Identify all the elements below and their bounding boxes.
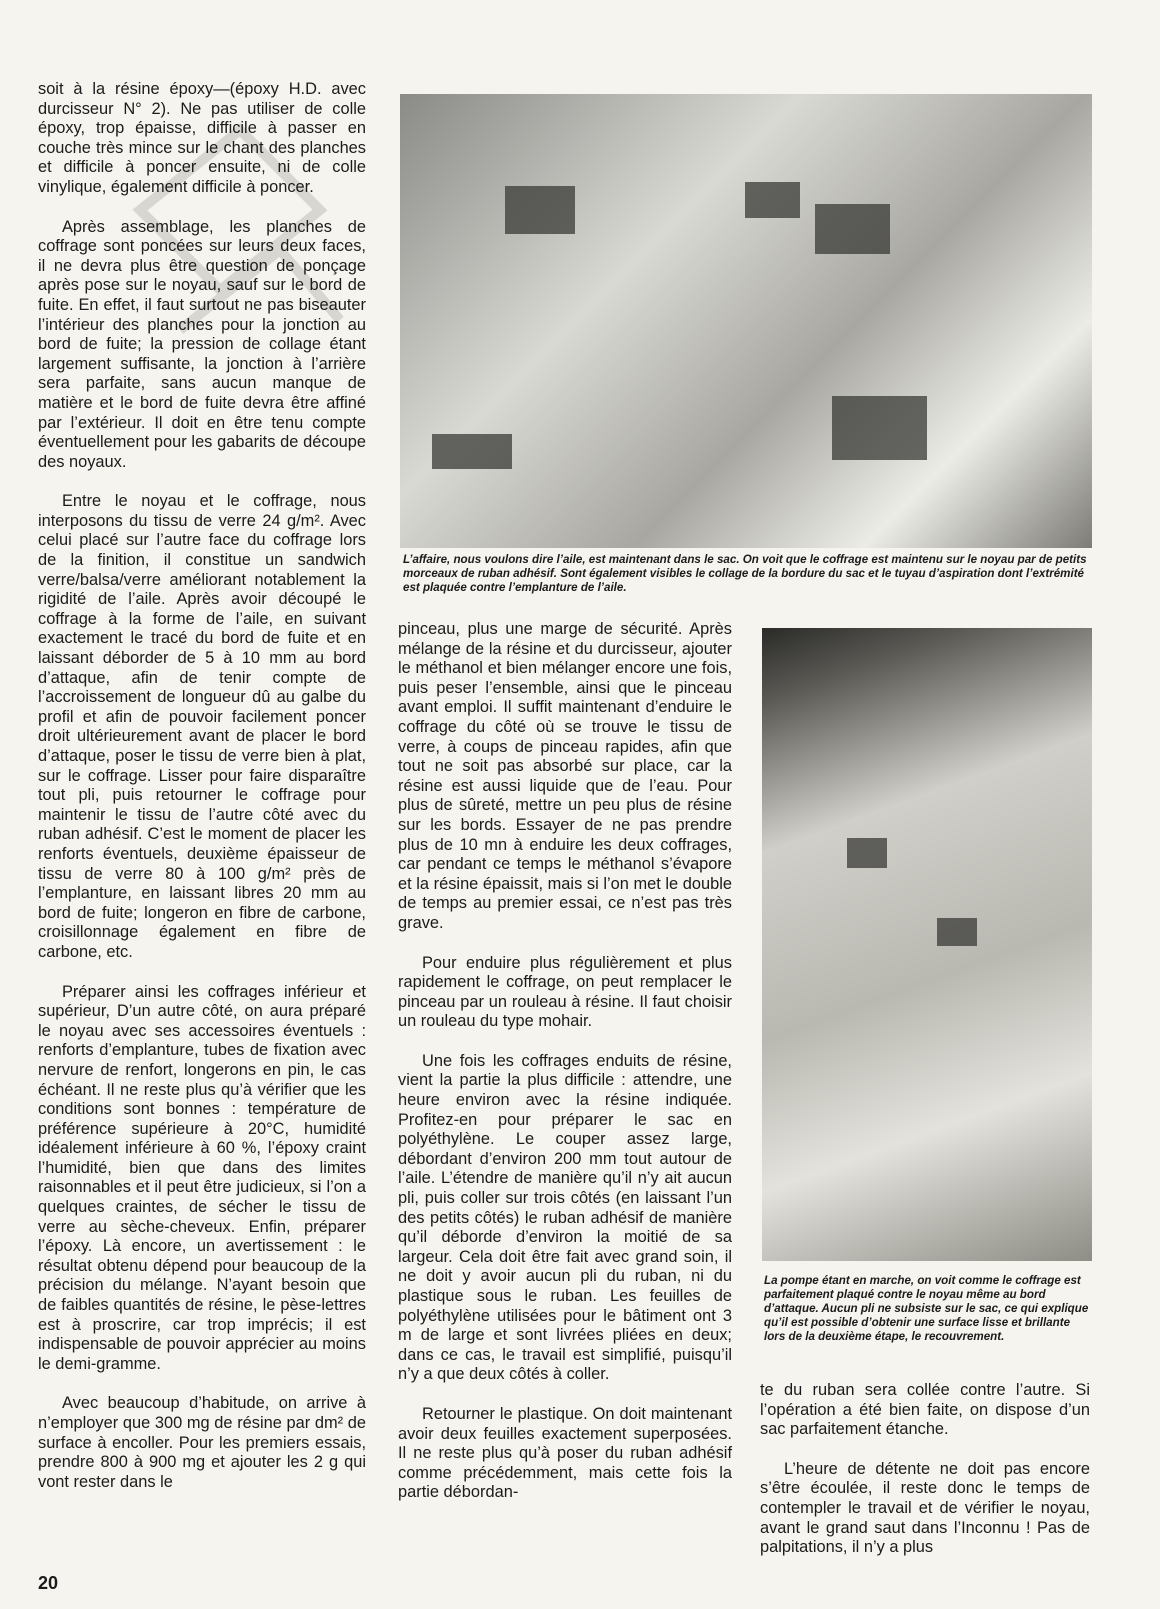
paragraph: Pour enduire plus régulièrement et plus rapidement le coffrage, on peut remplacer le pinceau par un rouleau à résine. Il faut choisir un rouleau du type mohair. xyxy=(398,953,732,1031)
paragraph: Après assemblage, les planches de coffrage sont poncées sur leurs deux faces, il ne devra plus être question de ponçage après pose sur le noyau, sauf sur le bord de fuite. En effet, il faut surtout ne pas biseauter l’intérieur des planches pour la jonction au bord de fuite; la pression de collage étant largement suffisante, la jonction à l’arrière sera parfaite, sans aucun manque de matière et le bord de fuite devra être affiné par l’extérieur. Il doit en être tenu compte éventuellement pour les gabarits de découpe des noyaux. xyxy=(38,217,366,471)
photo-wing-in-bag xyxy=(400,94,1092,548)
paragraph: Préparer ainsi les coffrages inférieur et supérieur, D’un autre côté, on aura préparé le noyau avec ses accessoires éventuels : renforts d’emplanture, tubes de fixation avec nervure de renfort, longerons en pin, le cas échéant. Il ne reste plus qu’à vérifier que les conditions sont bonnes : température de préférence supérieure à 20°C, humidité idéalement inférieure à 60 %, l’époxy craint l’humidité, bien que dans des limites raisonnables et il peut être judicieux, si l’on a quelques craintes, de sécher le tissu de verre au sèche-cheveux. Enfin, préparer l’époxy. Là encore, un avertissement : le résultat obtenu dépend pour beaucoup de la précision du mélange. N’ayant besoin que de faibles quantités de résine, le pèse-lettres est à proscrire, car trop imprécis; il est indispensable de pouvoir apprécier au moins le demi-gramme. xyxy=(38,982,366,1373)
paragraph: Avec beaucoup d’habitude, on arrive à n’employer que 300 mg de résine par dm² de surface à encoller. Pour les premiers essais, prendre 800 à 900 mg et ajouter les 2 g qui vont rester dans le xyxy=(38,1394,366,1491)
tape-piece xyxy=(505,186,575,234)
article-column-right xyxy=(760,1381,1090,1578)
paragraph: pinceau, plus une marge de sécurité. Après mélange de la résine et du durcisseur, ajouter le méthanol et bien mélanger encore une fois, puis peser l’ensemble, ainsi que le pinceau avant emploi. Il suffit maintenant d’enduire le coffrage du côté où se trouve le tissu de verre, à coups de pinceau rapides, afin que tout ne soit pas absorbé sur place, car la résine est aussi liquide que de l’eau. Pour plus de sûreté, mettre un peu plus de résine sur les bords. Essayer de ne pas prendre plus de 10 mn à enduire les deux coffrages, car pendant ce temps le méthanol s’évapore et la résine épaissit, mais si l’on met le double de temps au premier essai, ce n’est pas très grave. xyxy=(398,620,732,932)
article-column-left xyxy=(38,80,366,1512)
article-column-middle xyxy=(398,620,732,1523)
paragraph: L’heure de détente ne doit pas encore s’être écoulée, il reste donc le temps de contempler le travail et de vérifier le noyau, avant le grand saut dans l’Inconnu ! Pas de palpitations, il n’y a plus xyxy=(760,1459,1090,1557)
paragraph: te du ruban sera collée contre l’autre. Si l’opération a été bien faite, on dispose d’un sac parfaitement étanche. xyxy=(760,1381,1090,1439)
page-number: 20 xyxy=(38,1573,59,1593)
paragraph: soit à la résine époxy—(époxy H.D. avec durcisseur N° 2). Ne pas utiliser de colle époxy, trop épaisse, difficile à passer en couche très mince sur le chant des planches et difficile à poncer ensuite, ni de colle vinylique, également difficile à poncer. xyxy=(38,80,366,196)
paragraph: Une fois les coffrages enduits de résine, vient la partie la plus difficile : attendre, une heure environ avec la résine indiquée. Profitez-en pour préparer le sac en polyéthylène. Le couper assez large, débordant d’environ 200 mm tout autour de l’aile. L’étendre de manière qu’il n’y ait aucun pli, puis coller sur trois côtés (en laissant l’un des petits côtés) le ruban adhésif de manière qu’il déborde d’environ la moitié de sa largeur. Cela doit être fait avec grand soin, il ne doit y avoir aucun pli du ruban, ni du plastique sous le ruban. Les feuilles de polyéthylène utilisées pour le bâtiment ont 3 m de large et sont livrées pliées en deux; dans ce cas, le travail est simplifié, puisqu’il n’y a que deux côtés à coller. xyxy=(398,1051,732,1384)
caption-right-photo: La pompe étant en marche, on voit comme le coffrage est parfaitement plaqué contre le noyau même au bord d’attaque. Aucun pli ne subsiste sur le sac, ce qui explique qu’il est possible d’obtenir une surface lisse et brillante lors de la deuxième étape, le recouvrement. xyxy=(764,1274,1089,1343)
paragraph: Entre le noyau et le coffrage, nous interposons du tissu de verre 24 g/m². Avec celui placé sur l’autre face du coffrage lors de la finition, il constitue un sandwich verre/balsa/verre améliorant notablement la rigidité de l’aile. Après avoir découpé le coffrage à la forme de l’aile, en suivant exactement le tracé du bord de fuite et en laissant déborder de 5 à 10 mm au bord d’attaque, afin de tenir compte de l’accroissement de longueur dû au galbe du profil et afin de pouvoir facilement poncer droit ultérieurement avant de placer le bord d’attaque, poser le tissu de verre bien à plat, sur le coffrage. Lisser pour faire disparaître tout pli, puis retourner le coffrage pour maintenir le tissu de l’autre côté avec du ruban adhésif. C’est le moment de placer les renforts éventuels, deuxième épaisseur de tissu de verre 80 à 100 g/m² près de l’emplanture, en laissant libres 20 mm au bord de fuite; longeron en fibre de carbone, croisillonnage également en fibre de carbone, etc. xyxy=(38,492,366,961)
caption-top-photo: L’affaire, nous voulons dire l’aile, est maintenant dans le sac. On voit que le coffrage est maintenu sur le noyau par de petits morceaux de ruban adhésif. Sont également visibles le collage de la bordure du sac et le tuyau d’aspiration dont l’extrémité est plaquée contre l’emplanture de l’aile. xyxy=(403,553,1087,594)
tape-piece xyxy=(745,182,800,218)
tape-piece xyxy=(937,918,977,946)
tape-piece xyxy=(432,434,512,469)
paragraph: Retourner le plastique. On doit maintenant avoir deux feuilles exactement superposées. Il ne reste plus qu’à poser du ruban adhésif comme précédemment, mais cette fois la partie débordan- xyxy=(398,1404,732,1502)
tape-piece xyxy=(832,396,927,460)
photo-pump-running xyxy=(762,628,1092,1261)
tape-piece xyxy=(815,204,890,254)
tape-piece xyxy=(847,838,887,868)
